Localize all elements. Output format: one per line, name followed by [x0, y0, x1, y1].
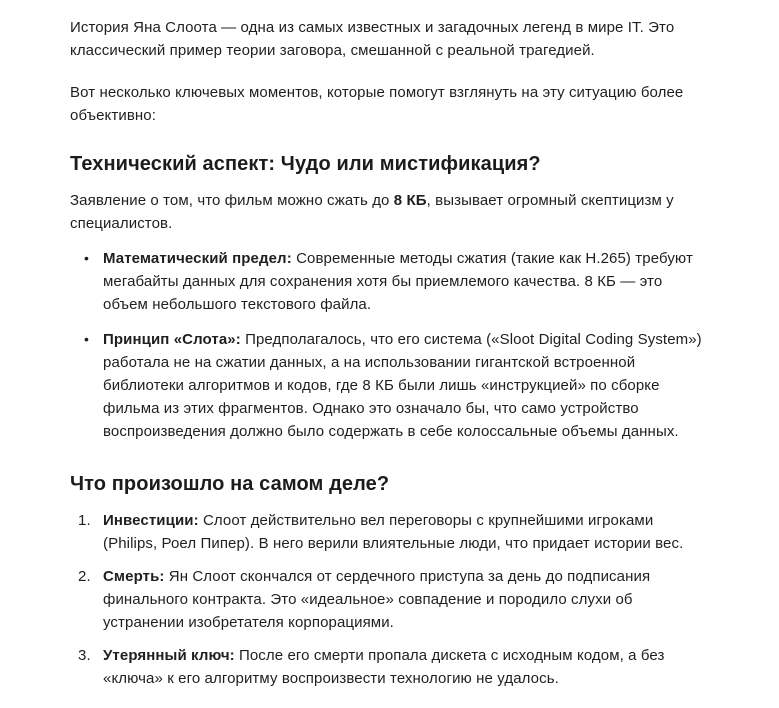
numbered-item-death	[70, 565, 710, 634]
bullet-item-body	[103, 328, 710, 443]
bullet-item-body	[103, 247, 710, 316]
numbered-item-lost-key	[70, 644, 710, 690]
term-label: Инвестиции:	[103, 512, 199, 529]
section-heading-technical: Технический аспект: Чудо или мистификация?	[70, 153, 541, 175]
item-number: 1.	[78, 512, 91, 529]
technical-bullet-list	[70, 247, 710, 443]
term-label: Смерть:	[103, 568, 165, 585]
key-points-paragraph: Вот несколько ключевых моментов, которые помогут взглянуть на эту ситуацию более объективно:	[70, 84, 684, 124]
item-number: 3.	[78, 647, 91, 664]
numbered-item-body	[103, 644, 710, 690]
bullet-item-text: Предполагалось, что его система («Sloot Digital Coding System») работала не на сжатии данных, а на использовании гигантской встроенной библиотеки алгоритмов и кодов, где 8 КБ были лишь «инструкцией» по сборке фильма из этих фрагментов. Однако это означало бы, что само устройство воспроизведения должно было содержать в себе колоссальные объемы данных.	[103, 331, 702, 440]
numbered-item-text: Слоот действительно вел переговоры с крупнейшими игроками (Philips, Роел Пипер). В него верили влиятельные люди, что придает истории вес.	[103, 512, 684, 552]
numbered-item-text: После его смерти пропала дискета с исходным кодом, а без «ключа» к его алгоритму воспроизвести технологию не удалось.	[103, 647, 665, 687]
claim-paragraph	[70, 189, 710, 235]
claim-text-start: Заявление о том, что фильм можно сжать до	[70, 192, 394, 209]
bullet-item-text: Современные методы сжатия (такие как H.265) требуют мегабайты данных для сохранения хотя бы приемлемого качества. 8 КБ — это объем небольшого текстового файла.	[103, 250, 693, 313]
numbered-item-text: Ян Слоот скончался от сердечного приступа за день до подписания финального контракта. Это «идеальное» совпадение и породило слухи об устранении изобретателя корпорациями.	[103, 568, 651, 631]
numbered-list	[70, 509, 710, 690]
numbered-item-body	[103, 565, 710, 634]
intro-paragraph: История Яна Слоота — одна из самых известных и загадочных легенд в мире IT. Это классический пример теории заговора, смешанной с реальной трагедией.	[70, 19, 675, 59]
numbered-item-body	[103, 509, 710, 555]
section-heading-what-happened: Что произошло на самом деле?	[70, 473, 390, 495]
item-number: 2.	[78, 568, 91, 585]
bullet-icon: •	[84, 331, 90, 347]
claim-text-end: , вызывает огромный скептицизм у специалистов.	[70, 192, 674, 232]
claim-bold-8kb: 8 КБ	[393, 192, 427, 209]
bullet-item-math-limit	[70, 247, 710, 316]
term-label: Утерянный ключ:	[103, 647, 235, 664]
term-label: Математический предел:	[103, 250, 292, 267]
bullet-item-sloot-principle	[70, 328, 710, 443]
term-label: Принцип «Слота»:	[103, 331, 241, 348]
numbered-item-investments	[70, 509, 710, 555]
bullet-icon: •	[84, 250, 90, 266]
